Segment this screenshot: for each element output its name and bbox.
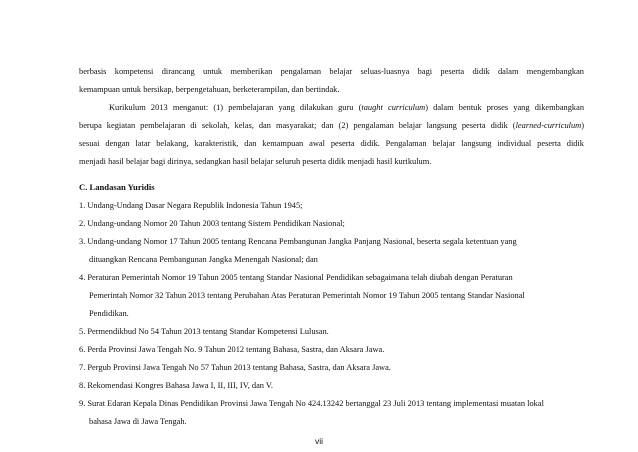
italic-term: taught curriculum [361, 103, 426, 112]
italic-term: learned-curriculum [515, 121, 582, 130]
list-item-continuation: dituangkan Rencana Pembangunan Jangka Menengah Nasional; dan [89, 255, 318, 264]
list-item: 6. Perda Provinsi Jawa Tengah No. 9 Tahun 2012 tentang Bahasa, Sastra, dan Aksara Jawa. [79, 345, 385, 354]
list-item: 5. Permendikbud No 54 Tahun 2013 tentang Standar Kompetensi Lulusan. [79, 327, 329, 336]
page-number: vii [314, 436, 324, 446]
text-run: menjadi hasil belajar bagi dirinya, sedangkan hasil belajar seluruh peserta didik menjadi hasil kurikulum. [79, 157, 432, 166]
list-item-continuation: Pemerintah Nomor 32 Tahun 2013 tentang Perubahan Atas Peraturan Pemerintah Nomor 19 Tahun 2005 tentang Standar Nasional [89, 291, 525, 300]
list-item-continuation: bahasa Jawa di Jawa Tengah. [89, 417, 187, 426]
list-item: 4. Peraturan Pemerintah Nomor 19 Tahun 2005 tentang Standar Nasional Pendidikan sebagaimana telah diubah dengan Peraturan [79, 273, 513, 282]
paragraph-line [79, 138, 584, 149]
section-heading: C. Landasan Yuridis [79, 182, 155, 192]
text-run: ) dalam bentuk proses yang dikembangkan [425, 103, 585, 112]
list-item: 8. Rekomendasi Kongres Bahasa Jawa I, II, III, IV, dan V. [79, 381, 273, 390]
text-run: kemampuan untuk bersikap, berpengetahuan, berketerampilan, dan bertindak. [79, 85, 340, 94]
text-run: Kurikulum 2013 menganut: (1) pembelajaran yang dilakukan guru ( [109, 103, 362, 112]
list-item: 1. Undang-Undang Dasar Negara Republik Indonesia Tahun 1945; [79, 201, 303, 210]
text-run: sesuai dengan latar belakang, karakteristik, dan kemampuan awal peserta didik. Pengalaman belajar langsung individual peserta didik [79, 139, 584, 148]
text-run: ) [581, 121, 584, 130]
paragraph-line [109, 102, 584, 113]
list-item: 7. Pergub Provinsi Jawa Tengah No 57 Tahun 2013 tentang Bahasa, Sastra, dan Aksara Jawa. [79, 363, 391, 372]
list-item: 2. Undang-undang Nomor 20 Tahun 2003 tentang Sistem Pendidikan Nasional; [79, 219, 345, 228]
list-item-continuation: Pendidikan. [89, 309, 129, 318]
paragraph-line [79, 156, 584, 167]
text-run: berupa kegiatan pembelajaran di sekolah, kelas, dan masyarakat; dan (2) pengalaman belajar langsung peserta didik ( [79, 121, 516, 130]
list-item: 3. Undang-undang Nomor 17 Tahun 2005 tentang Rencana Pembangunan Jangka Panjang Nasional, beserta segala ketentuan yang [79, 237, 517, 246]
text-run: berbasis kompetensi dirancang untuk memberikan pengalaman belajar seluas-luasnya bagi peserta didik dalam mengembangkan [79, 67, 584, 76]
paragraph-line [79, 120, 584, 131]
paragraph-line [79, 66, 584, 77]
paragraph-line [79, 84, 584, 95]
list-item: 9. Surat Edaran Kepala Dinas Pendidikan Provinsi Jawa Tengah No 424.13242 bertanggal 23 Juli 2013 tentang implementasi muatan lokal [79, 399, 544, 408]
